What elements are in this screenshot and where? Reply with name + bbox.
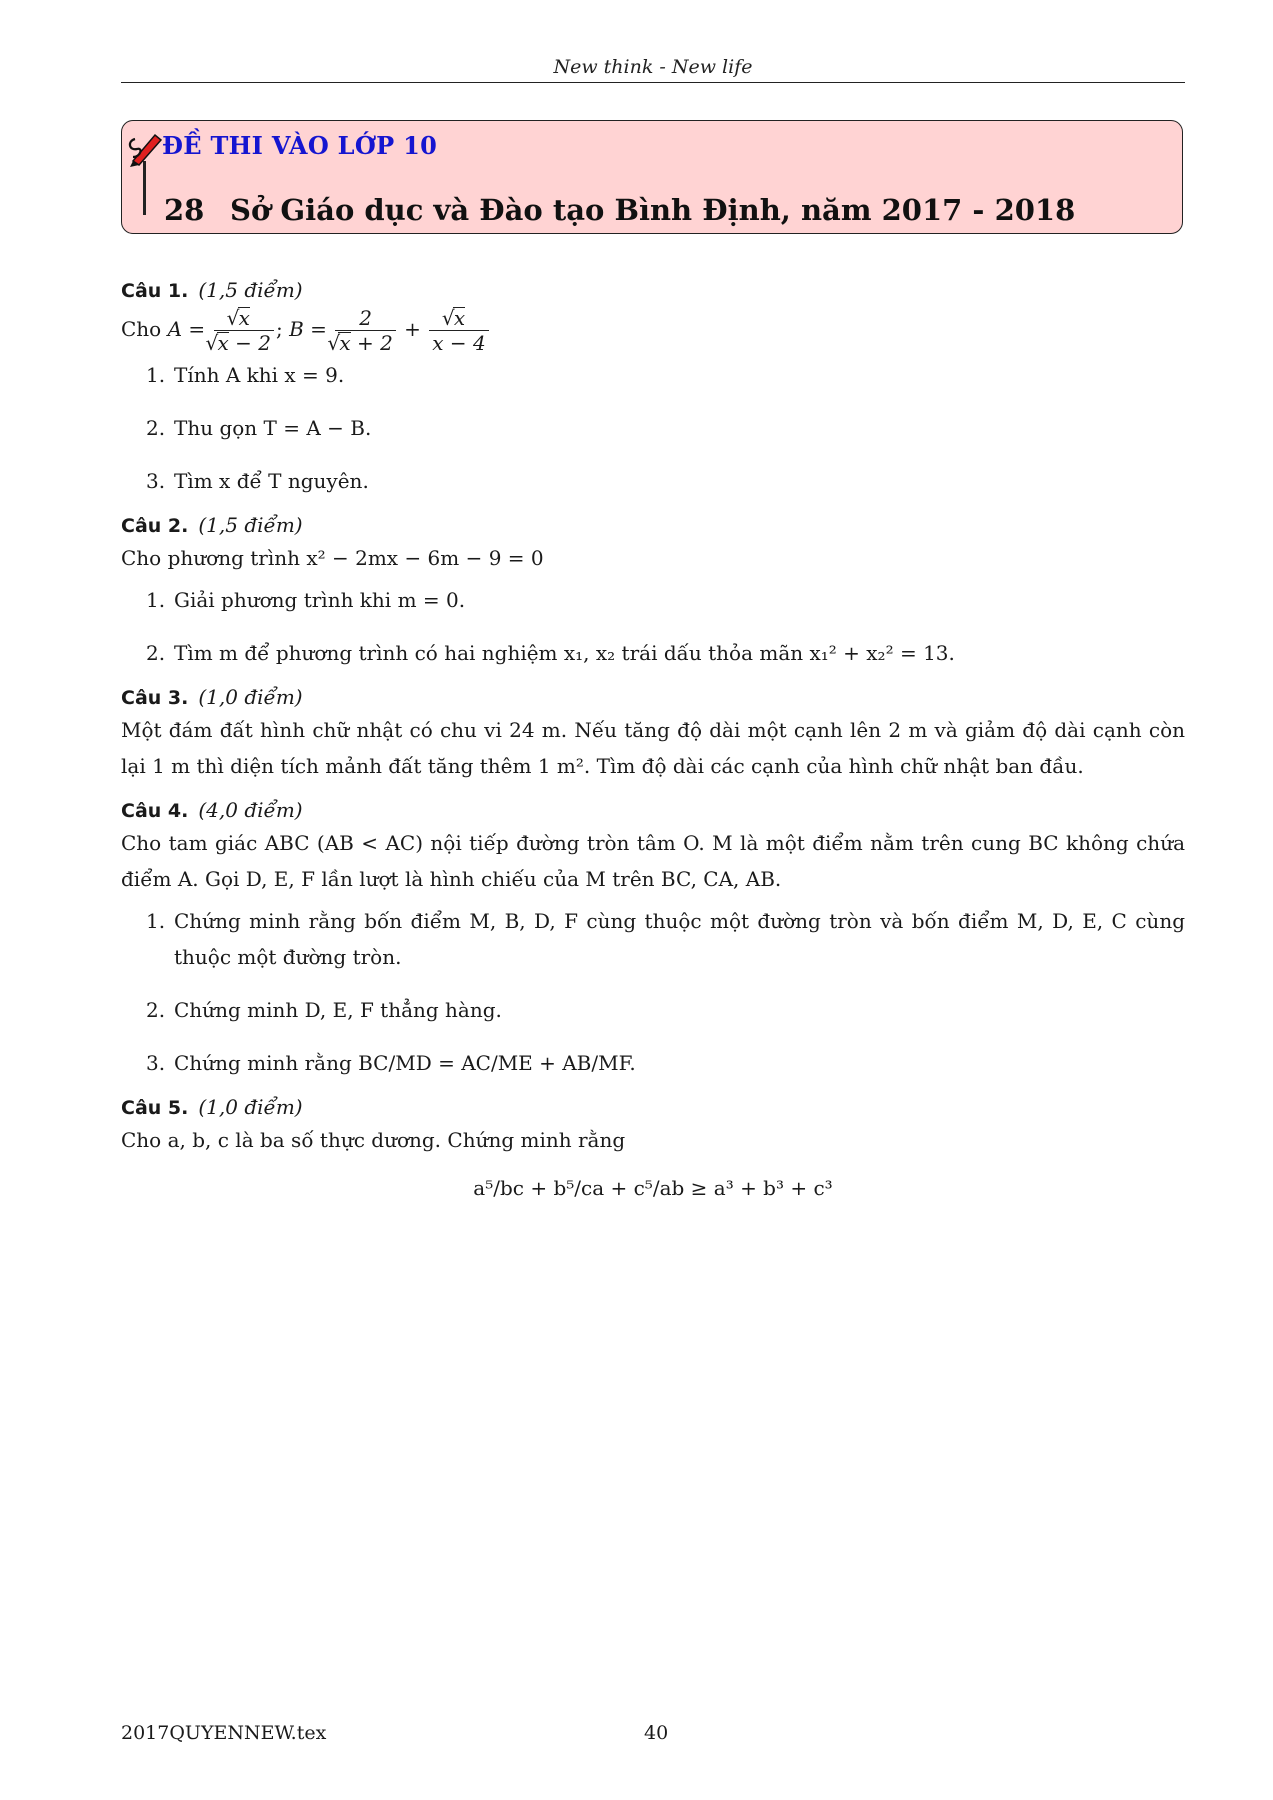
question-4-intro: Cho tam giác ABC (AB < AC) nội tiếp đường tròn tâm O. M là một điểm nằm trên cung BC không chứa điểm A. Gọi D, E, F lần lượt là hình chiếu của M trên BC, CA, AB. — [121, 831, 1185, 891]
question-3-intro: Một đám đất hình chữ nhật có chu vi 24 m. Nếu tăng độ dài một cạnh lên 2 m và giảm độ dài cạnh còn lại 1 m thì diện tích mảnh đất tăng thêm 1 m². Tìm độ dài các cạnh của hình chữ nhật ban đầu. — [121, 718, 1185, 778]
question-5-heading — [121, 1093, 1185, 1122]
fraction-b1: 2 √ x + 2 — [335, 306, 395, 355]
list-item: 1. Tính A khi x = 9. — [146, 363, 345, 387]
list-item: 3. Chứng minh rằng BC/MD = AC/ME + AB/MF. — [146, 1051, 636, 1075]
question-1-intro: Cho A = √ x √ x − 2 ; B = 2 √ x + 2 + √ $\frac{x}{x - 4}$ — [121, 305, 1185, 355]
exam-label: ĐỀ THI VÀO LỚP 10 — [162, 131, 438, 160]
question-2-intro: Cho phương trình x² − 2mx − 6m − 9 = 0 — [121, 546, 544, 570]
footer-filename: 2017QUYENNEW.tex — [121, 1722, 327, 1744]
question-5-intro: Cho a, b, c là ba số thực dương. Chứng minh rằng — [121, 1128, 626, 1152]
question-label: Câu 4. — [121, 800, 189, 822]
page-header: New think - New life — [121, 52, 1185, 83]
question-points: (1,0 điểm) — [198, 685, 303, 709]
exam-number: 28 — [164, 193, 205, 227]
list-item: 1. Giải phương trình khi m = 0. — [146, 588, 466, 612]
question-1-items — [121, 357, 1185, 499]
question-2-heading — [121, 511, 1185, 540]
question-points: (1,5 điểm) — [198, 513, 303, 537]
list-item: 2. Tìm m để phương trình có hai nghiệm x₁, x₂ trái dấu thỏa mãn x₁² + x₂² = 13. — [146, 641, 955, 665]
exam-content — [121, 270, 1185, 1200]
question-points: (1,5 điểm) — [198, 278, 303, 302]
exam-title-box — [121, 120, 1183, 234]
question-2-items — [121, 582, 1185, 671]
question-label: Câu 5. — [121, 1097, 189, 1119]
question-3-heading — [121, 683, 1185, 712]
question-label: Câu 1. — [121, 280, 189, 302]
question-label: Câu 3. — [121, 687, 189, 709]
title-vertical-bar — [143, 161, 146, 215]
list-item: 3. Tìm x để T nguyên. — [146, 469, 369, 493]
page-number: 40 — [644, 1722, 669, 1744]
question-4-items — [121, 903, 1185, 1081]
exam-title-text: Sở Giáo dục và Đào tạo Bình Định, năm 2017 - 2018 — [230, 193, 1076, 227]
fraction-b2: √ $\frac{x}{x - 4}$ — [429, 306, 488, 355]
list-item: 1. Chứng minh rằng bốn điểm M, B, D, F cùng thuộc một đường tròn và bốn điểm M, D, E, C cùng thuộc một đường tròn. — [146, 909, 1185, 969]
question-label: Câu 2. — [121, 515, 189, 537]
inequality-formula: a⁵/bc + b⁵/ca + c⁵/ab ≥ a³ + b³ + c³ — [473, 1176, 833, 1200]
question-4-heading — [121, 796, 1185, 825]
question-points: (4,0 điểm) — [198, 798, 303, 822]
list-item: 2. Chứng minh D, E, F thẳng hàng. — [146, 998, 502, 1022]
exam-title — [164, 193, 1075, 227]
list-item: 2. Thu gọn T = A − B. — [146, 416, 372, 440]
question-1-heading — [121, 276, 1185, 305]
question-points: (1,0 điểm) — [198, 1095, 303, 1119]
fraction-a: √ x √ x − 2 — [214, 306, 274, 355]
